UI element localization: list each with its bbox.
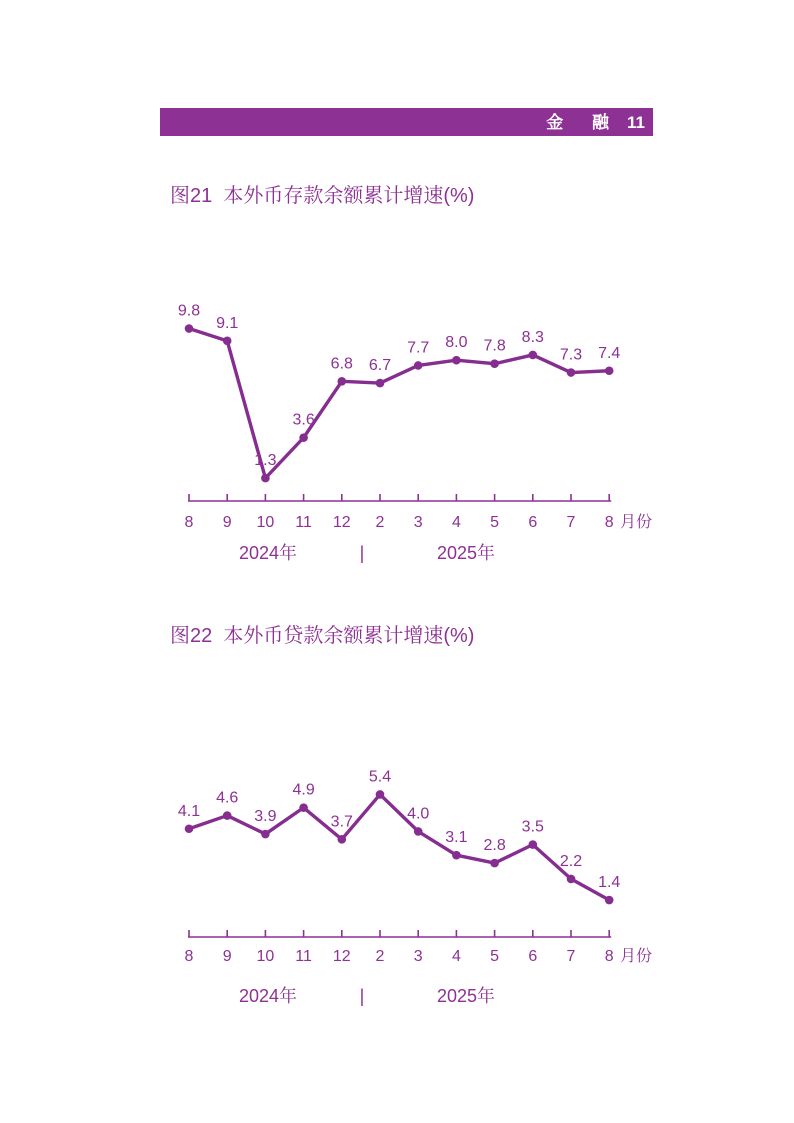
data-point	[223, 337, 232, 346]
data-point	[452, 851, 461, 860]
data-point-label: 1.4	[598, 874, 621, 892]
data-line	[189, 329, 609, 479]
data-point	[414, 361, 423, 370]
x-tick-label: 9	[222, 514, 232, 531]
data-point-label: 3.7	[330, 813, 353, 831]
data-line	[189, 794, 609, 900]
data-point-label: 4.9	[292, 781, 315, 799]
data-point-label: 4.0	[407, 805, 430, 823]
data-point	[299, 433, 308, 442]
figure22-line-chart	[140, 745, 700, 1025]
data-point-label: 2.8	[483, 837, 506, 855]
x-tick-label: 8	[184, 514, 194, 531]
x-tick-label: 8	[604, 514, 614, 531]
data-point	[223, 811, 232, 820]
data-point	[452, 356, 461, 365]
data-point-label: 7.8	[483, 337, 506, 355]
data-point-label: 3.9	[254, 808, 277, 826]
x-tick-label: 2	[375, 948, 385, 965]
data-point-label: 2.2	[559, 852, 583, 870]
x-tick-label: 9	[222, 948, 232, 965]
x-tick-label: 12	[332, 514, 351, 531]
data-point	[605, 366, 614, 375]
x-tick-label: 5	[490, 948, 500, 965]
x-tick-label: 2	[375, 514, 385, 531]
year-separator: |	[359, 543, 365, 563]
data-point-label: 6.8	[330, 355, 353, 373]
x-tick-label: 11	[295, 514, 312, 531]
data-point	[299, 803, 308, 812]
data-point	[185, 324, 194, 333]
data-point-label: 1.3	[254, 452, 277, 470]
data-point-label: 7.3	[559, 346, 583, 364]
data-point	[567, 875, 576, 884]
x-tick-label: 10	[256, 948, 275, 965]
year-label-right: 2025年	[436, 986, 496, 1006]
figure21-line-chart	[140, 280, 700, 575]
data-point-label: 4.6	[216, 789, 239, 807]
data-point	[376, 379, 385, 388]
data-point	[529, 351, 538, 360]
year-label-left: 2024年	[238, 986, 298, 1006]
data-point-label: 3.5	[521, 818, 544, 836]
data-point-label: 9.1	[216, 314, 239, 332]
x-tick-label: 11	[295, 948, 312, 965]
x-tick-label: 6	[528, 948, 538, 965]
year-label-left: 2024年	[238, 543, 298, 563]
x-tick-label: 5	[490, 514, 500, 531]
x-tick-label: 4	[451, 948, 461, 965]
data-point-label: 3.6	[292, 411, 315, 429]
year-separator: |	[359, 986, 365, 1006]
data-point	[376, 790, 385, 799]
x-tick-label: 8	[184, 948, 194, 965]
x-tick-label: 10	[256, 514, 275, 531]
header-section-title: 金 融	[546, 112, 622, 132]
data-point	[605, 896, 614, 905]
x-tick-label: 6	[528, 514, 538, 531]
data-point-label: 7.4	[598, 344, 621, 362]
x-tick-label: 12	[332, 948, 351, 965]
data-point	[338, 835, 347, 844]
x-tick-label: 8	[604, 948, 614, 965]
data-point-label: 7.7	[407, 339, 430, 357]
data-point-label: 6.7	[368, 357, 392, 375]
x-tick-label: 7	[566, 514, 576, 531]
figure22-title: 图22 本外币贷款余额累计增速(%)	[170, 625, 475, 647]
data-point	[490, 359, 499, 368]
x-axis-unit-label: 月份	[620, 514, 653, 531]
data-point	[567, 368, 576, 377]
data-point	[414, 827, 423, 836]
data-point-label: 9.8	[177, 302, 201, 320]
x-tick-label: 3	[413, 514, 423, 531]
x-tick-label: 4	[451, 514, 461, 531]
year-label-right: 2025年	[436, 543, 496, 563]
data-point-label: 3.1	[445, 829, 468, 847]
data-point	[261, 474, 270, 483]
x-axis-unit-label: 月份	[620, 948, 653, 965]
x-tick-label: 7	[566, 948, 576, 965]
data-point	[185, 824, 194, 833]
figure21-title: 图21 本外币存款余额累计增速(%)	[170, 185, 475, 207]
data-point-label: 4.1	[177, 802, 201, 820]
x-tick-label: 3	[413, 948, 423, 965]
data-point	[490, 859, 499, 868]
data-point-label: 8.3	[521, 328, 544, 346]
data-point	[261, 830, 270, 839]
header-bar	[160, 108, 653, 136]
data-point-label: 8.0	[445, 334, 468, 352]
data-point	[529, 840, 538, 849]
data-point	[338, 377, 347, 386]
header-page-number: 11	[627, 112, 645, 132]
data-point-label: 5.4	[368, 768, 392, 786]
